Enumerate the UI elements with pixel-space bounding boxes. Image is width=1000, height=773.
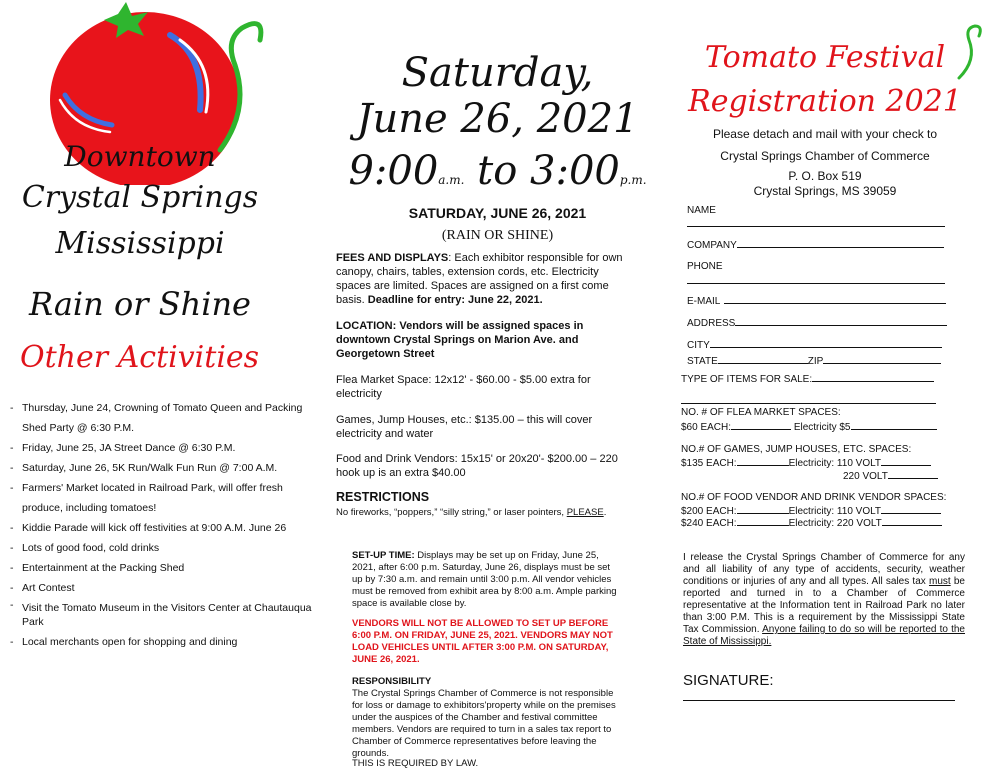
vine-icon bbox=[953, 22, 983, 82]
chamber-line: Crystal Springs Chamber of Commerce bbox=[720, 149, 930, 163]
title-rain-or-shine: Rain or Shine bbox=[29, 285, 251, 323]
phone-field[interactable] bbox=[687, 283, 945, 284]
restrictions-heading: RESTRICTIONS bbox=[336, 490, 430, 504]
food-200-field[interactable]: $200 EACH: Electricity: 110 VOLT bbox=[681, 504, 941, 517]
list-item: - Saturday, June 26, 5K Run/Walk Fun Run @ 7:00 A.M. bbox=[8, 458, 326, 478]
detach-line: Please detach and mail with your check to bbox=[712, 127, 938, 141]
list-item: - Farmers' Market located in Railroad Park, will offer fresh produce, including tomatoes! bbox=[8, 478, 326, 518]
food-spaces-heading: NO.# OF FOOD VENDOR AND DRINK VENDOR SPACES: bbox=[681, 492, 947, 503]
setup-paragraph: SET-UP TIME: Displays may be set up on Friday, June 25, 2021, after 6:00 p.m. Saturday, June 26, displays must be set up by 7:30 a.m. and remain until 3:00 p.m. All vendor vehicles must be removed from exhibit area by 8:00 a.m. Ample parking space is available close by. bbox=[352, 550, 617, 609]
games-220-field[interactable]: 220 VOLT bbox=[843, 469, 938, 482]
required-by-law: THIS IS REQUIRED BY LAW. bbox=[352, 758, 479, 769]
games-spaces-field[interactable]: $135 EACH: Electricity: 110 VOLT bbox=[681, 456, 931, 469]
pobox-line: P. O. Box 519 bbox=[788, 169, 862, 183]
items-field-line-2[interactable] bbox=[681, 403, 936, 404]
activities-list bbox=[8, 398, 326, 652]
vendor-warning: VENDORS WILL NOT BE ALLOWED TO SET UP BEFORE 6:00 P.M. ON FRIDAY, JUNE 25, 2021. VENDORS MAY NOT LOAD VEHICLES UNTIL AFTER 3:00 P.M. ON SATURDAY, JUNE 26, 2021. bbox=[352, 618, 613, 665]
fees-label: FEES AND DISPLAYS bbox=[336, 252, 449, 264]
big-date: June 26, 2021 bbox=[356, 96, 639, 142]
name-label: NAME bbox=[687, 205, 716, 216]
games-spaces-heading: NO.# OF GAMES, JUMP HOUSES, ETC. SPACES: bbox=[681, 444, 912, 455]
name-field[interactable] bbox=[687, 226, 945, 227]
title-crystal-springs: Crystal Springs bbox=[21, 180, 259, 215]
release-paragraph: I release the Crystal Springs Chamber of Commerce for any and all liability of any type of accidents, security, weather conditions or injuries of any and all types. All sales tax must be reported and turned in to a Chamber of Commerce representative at the Information tent in Railroad Park no later than 3:00 P.M. This is a requirement by the Mississippi State Tax Commission. Anyone failing to do so will be reported to the State of Mississippi. bbox=[683, 552, 965, 647]
time-to: to bbox=[477, 148, 518, 194]
time-end-suffix: p.m. bbox=[619, 173, 647, 187]
rain-or-shine: (RAIN OR SHINE) bbox=[441, 228, 554, 243]
responsibility-heading: RESPONSIBILITY bbox=[352, 676, 432, 687]
email-field[interactable]: E-MAIL bbox=[687, 294, 946, 307]
fees-paragraph: FEES AND DISPLAYS: Each exhibitor responsible for own canopy, chairs, tables, extension cords, etc. Electricity spaces are limited. Spaces are assigned on a first come basis. Deadline for entry: June 22, 2021. bbox=[336, 252, 623, 306]
location-paragraph: LOCATION: Vendors will be assigned spaces in downtown Crystal Springs on Marion Ave. and Georgetown Street bbox=[336, 320, 584, 360]
time-start-suffix: a.m. bbox=[438, 173, 465, 187]
signature-label: SIGNATURE: bbox=[683, 672, 774, 689]
title-mississippi: Mississippi bbox=[55, 226, 225, 261]
left-panel bbox=[0, 0, 330, 773]
address-field[interactable]: ADDRESS bbox=[687, 316, 947, 329]
registration-title-1: Tomato Festival bbox=[704, 40, 946, 75]
games-paragraph: Games, Jump Houses, etc.: $135.00 – this will cover electricity and water bbox=[336, 414, 593, 440]
flea-paragraph: Flea Market Space: 12x12' - $60.00 - $5.00 extra for electricity bbox=[336, 374, 591, 400]
list-item: - Local merchants open for shopping and dining bbox=[8, 632, 326, 652]
food-paragraph: Food and Drink Vendors: 15x15' or 20x20'- $200.00 – 220 hook up is an extra $40.00 bbox=[336, 453, 618, 479]
state-zip-field[interactable]: STATE ZIP bbox=[687, 354, 941, 367]
big-time bbox=[330, 148, 665, 194]
middle-panel bbox=[330, 0, 665, 773]
company-field[interactable]: COMPANY bbox=[687, 238, 944, 251]
signature-field[interactable] bbox=[683, 700, 955, 701]
registration-panel bbox=[665, 0, 1000, 773]
title-downtown: Downtown bbox=[64, 140, 216, 173]
deadline: Deadline for entry: June 22, 2021. bbox=[367, 294, 543, 306]
food-240-field[interactable]: $240 EACH: Electricity: 220 VOLT bbox=[681, 516, 942, 529]
phone-label: PHONE bbox=[687, 261, 723, 272]
other-activities-heading: Other Activities bbox=[20, 340, 260, 375]
list-item: - Friday, June 25, JA Street Dance @ 6:30 P.M. bbox=[8, 438, 326, 458]
time-end: 3:00 bbox=[530, 148, 620, 194]
city-field[interactable]: CITY bbox=[687, 338, 942, 351]
list-item: - Entertainment at the Packing Shed bbox=[8, 558, 326, 578]
list-item: - Visit the Tomato Museum in the Visitors Center at Chautauqua Park bbox=[8, 598, 326, 632]
flea-spaces-heading: NO. # OF FLEA MARKET SPACES: bbox=[681, 407, 841, 418]
registration-title-2: Registration 2021 bbox=[688, 84, 962, 119]
list-item: - Art Contest bbox=[8, 578, 326, 598]
list-item: - Kiddie Parade will kick off festivities at 9:00 A.M. June 26 bbox=[8, 518, 326, 538]
flea-spaces-field[interactable]: $60 EACH: Electricity $5 bbox=[681, 420, 937, 433]
list-item: - Thursday, June 24, Crowning of Tomato Queen and Packing Shed Party @ 6:30 P.M. bbox=[8, 398, 326, 438]
restrictions-text: No fireworks, “poppers,” “silly string,” or laser pointers, PLEASE. bbox=[336, 507, 607, 518]
items-field[interactable]: TYPE OF ITEMS FOR SALE: bbox=[681, 372, 934, 385]
big-date-day: Saturday, bbox=[401, 50, 594, 96]
list-item: - Lots of good food, cold drinks bbox=[8, 538, 326, 558]
city-state-line: Crystal Springs, MS 39059 bbox=[753, 184, 897, 198]
date-heading: SATURDAY, JUNE 26, 2021 bbox=[408, 205, 587, 221]
responsibility-text: The Crystal Springs Chamber of Commerce is not responsible for loss or damage to exhibitors'property while on the premises under the auspices of the Chamber and festival committee members. Vendors are required to turn in a sales tax report to Chamber of Commerce representatives before leaving the grounds. bbox=[352, 688, 616, 759]
time-start: 9:00 bbox=[348, 148, 439, 194]
